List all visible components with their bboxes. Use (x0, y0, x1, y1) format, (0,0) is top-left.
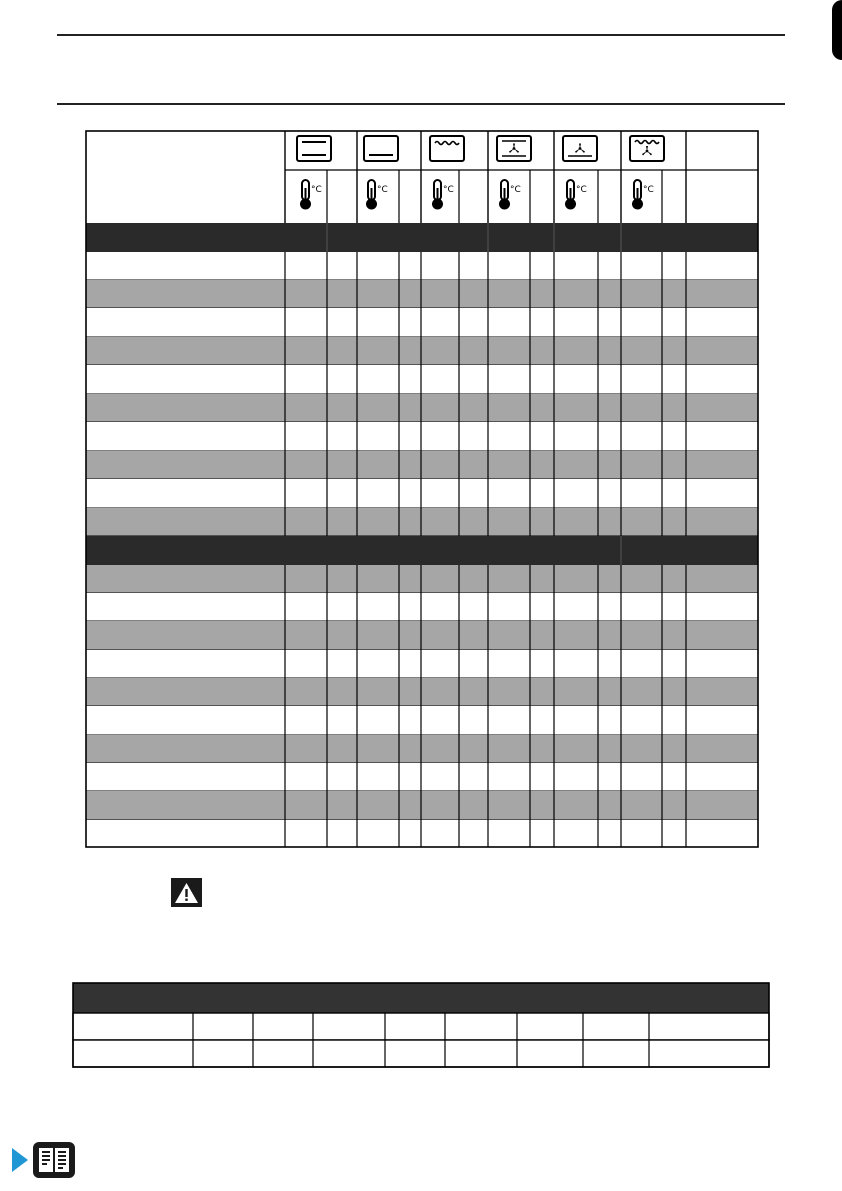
table-row (86, 308, 758, 337)
fan-bottom-heat-icon (563, 136, 597, 161)
play-arrow-icon[interactable] (12, 1148, 28, 1172)
temperature-unit: °C (510, 185, 521, 195)
thermometer-icon (366, 180, 388, 210)
table-row (86, 508, 758, 536)
table-row (86, 820, 758, 847)
table-row (86, 735, 758, 763)
thermometer-icon (565, 180, 587, 210)
grill-icon (430, 136, 464, 161)
thermometer-icon (499, 180, 521, 210)
table-row (86, 650, 758, 678)
table-row (86, 678, 758, 706)
bottom-table (73, 983, 769, 1067)
table-row (73, 1040, 769, 1067)
top-bottom-heat-icon (297, 136, 331, 161)
bottom-heat-icon (364, 136, 398, 161)
temperature-row (300, 180, 654, 210)
table-body (86, 223, 758, 847)
temperature-unit: °C (576, 185, 587, 195)
thermometer-icon (432, 180, 454, 210)
warning-triangle-icon (171, 878, 202, 907)
table-row (86, 280, 758, 308)
manual-book-icon[interactable] (33, 1142, 75, 1178)
temperature-unit: °C (311, 185, 322, 195)
table-row (86, 565, 758, 593)
table-row (86, 394, 758, 422)
table-row (86, 422, 758, 451)
table-row (86, 451, 758, 479)
section-header-row (86, 536, 758, 565)
bottom-table-header (73, 983, 769, 1013)
table-row (86, 763, 758, 791)
temperature-unit: °C (643, 185, 654, 195)
table-row (86, 621, 758, 650)
section-header-row (86, 223, 758, 252)
table-row (86, 337, 758, 365)
table-row (86, 706, 758, 735)
table-row (73, 1013, 769, 1040)
table-row (86, 479, 758, 508)
table-row (86, 252, 758, 280)
fan-grill-icon (630, 136, 664, 161)
thermometer-icon (632, 180, 654, 210)
thermometer-icon (300, 180, 322, 210)
temperature-unit: °C (377, 185, 388, 195)
table-row (86, 365, 758, 394)
table-row (86, 791, 758, 820)
table-row (86, 593, 758, 621)
fan-heat-icon (497, 136, 531, 161)
header-icon-row (297, 136, 664, 161)
temperature-unit: °C (443, 185, 454, 195)
